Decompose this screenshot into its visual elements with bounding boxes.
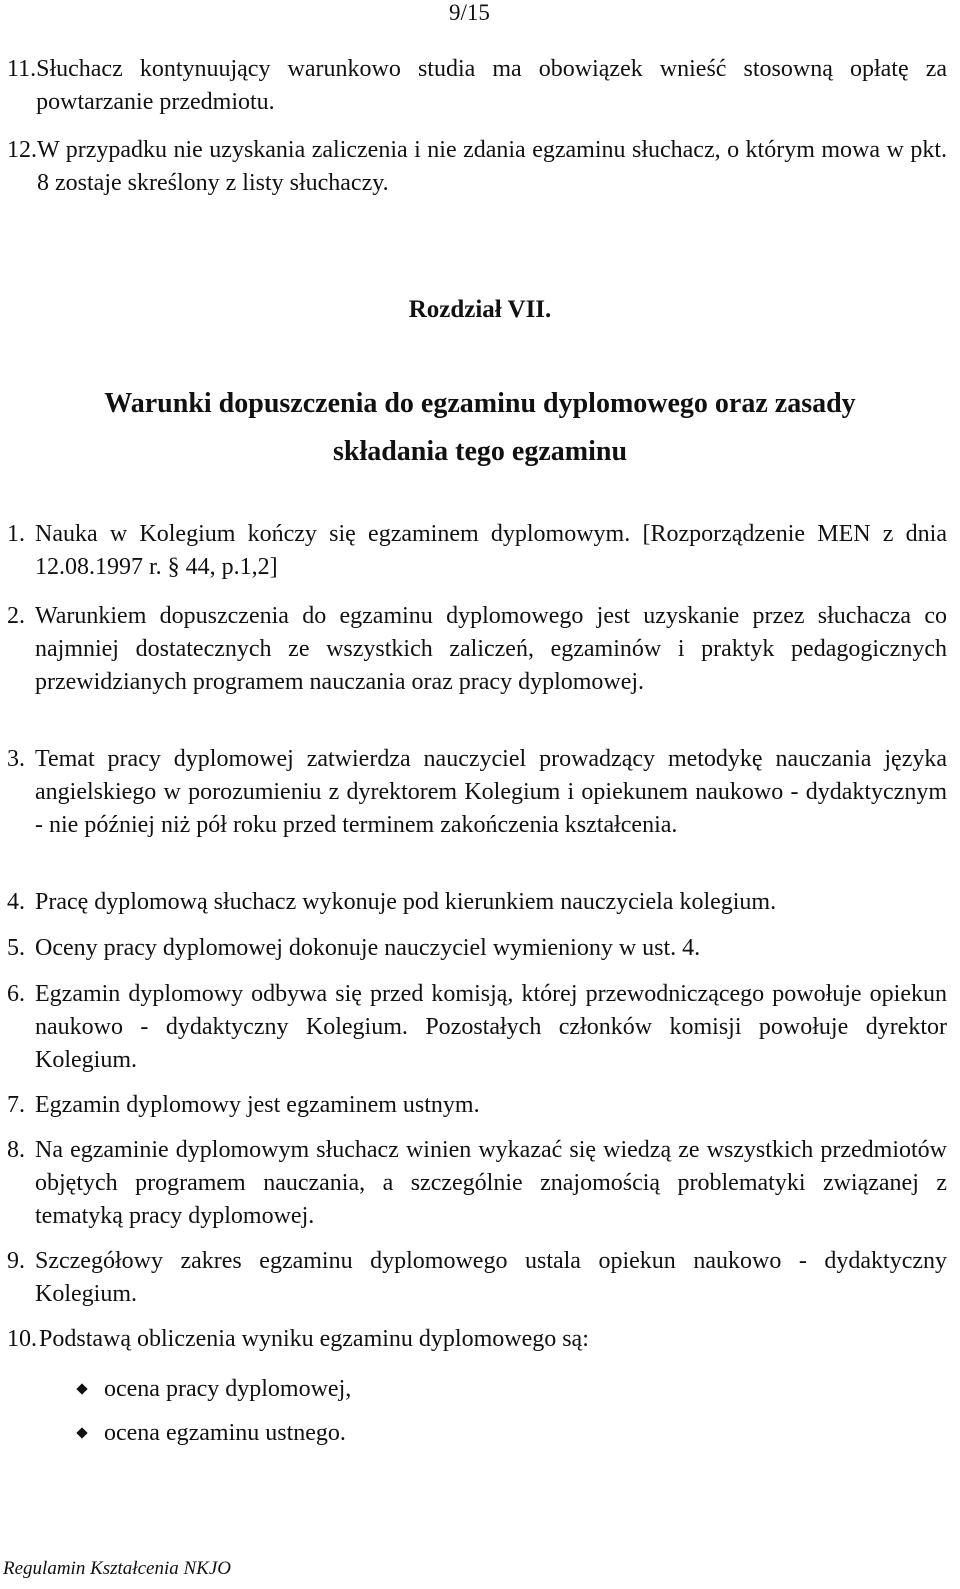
diamond-bullet-icon bbox=[76, 1427, 87, 1438]
footer: Regulamin Kształcenia NKJO bbox=[3, 1558, 231, 1579]
list-item bbox=[7, 1323, 947, 1356]
item-number: 7. bbox=[7, 1092, 25, 1118]
list-item bbox=[7, 518, 947, 584]
list-item bbox=[7, 1089, 947, 1122]
item-text: Słuchacz kontynuujący warunkowo studia ma obowiązek wnieść stosowną opłatę za powtarzanie przedmiotu. bbox=[36, 56, 947, 115]
list-item bbox=[7, 978, 947, 1077]
item-number: 3. bbox=[7, 746, 25, 772]
item-number: 4. bbox=[7, 889, 25, 915]
list-item bbox=[7, 1245, 947, 1311]
list-item bbox=[7, 1134, 947, 1233]
list-item bbox=[7, 600, 947, 699]
item-text: Nauka w Kolegium kończy się egzaminem dyplomowym. [Rozporządzenie MEN z dnia 12.08.1997 r. § 44, p.1,2] bbox=[35, 521, 947, 580]
item-number: 12. bbox=[7, 137, 37, 163]
item-number: 9. bbox=[7, 1248, 25, 1274]
item-text: Oceny pracy dyplomowej dokonuje nauczyciel wymieniony w ust. 4. bbox=[35, 935, 701, 961]
chapter-label: Rozdział VII. bbox=[408, 296, 552, 323]
bullet-text: ocena egzaminu ustnego. bbox=[104, 1419, 346, 1446]
list-item bbox=[7, 53, 947, 119]
item-text: Egzamin dyplomowy jest egzaminem ustnym. bbox=[35, 1092, 480, 1118]
item-text: Temat pracy dyplomowej zatwierdza nauczyciel prowadzący metodykę nauczania języka angielskiego w porozumieniu z dyrektorem Kolegium i opiekunem naukowo - dydaktycznym - nie później niż pół roku przed terminem zakończenia kształcenia. bbox=[35, 746, 947, 838]
list-item bbox=[7, 134, 947, 200]
bullet-item bbox=[78, 1411, 351, 1455]
item-text: Warunkiem dopuszczenia do egzaminu dyplomowego jest uzyskanie przez słuchacza co najmniej dostatecznych ze wszystkich zaliczeń, egzaminów i praktyk pedagogicznych przewidzianych programem nauczania oraz pracy dyplomowej. bbox=[35, 603, 947, 695]
list-item bbox=[7, 932, 947, 965]
chapter-title bbox=[0, 380, 960, 476]
item-text: Podstawą obliczenia wyniku egzaminu dyplomowego są: bbox=[39, 1326, 589, 1352]
diamond-bullet-icon bbox=[76, 1383, 87, 1394]
item-text: Szczegółowy zakres egzaminu dyplomowego ustala opiekun naukowo - dydaktyczny Kolegium. bbox=[35, 1248, 947, 1307]
chapter-title-line-1: Warunki dopuszczenia do egzaminu dyplomowego oraz zasady bbox=[104, 388, 856, 419]
chapter-title-line-2: składania tego egzaminu bbox=[332, 436, 628, 467]
bullet-list bbox=[78, 1367, 351, 1455]
item-number: 10. bbox=[7, 1326, 37, 1352]
list-item bbox=[7, 743, 947, 842]
item-number: 2. bbox=[7, 603, 25, 629]
item-text: Pracę dyplomową słuchacz wykonuje pod kierunkiem nauczyciela kolegium. bbox=[35, 889, 777, 915]
item-number: 1. bbox=[7, 521, 25, 547]
list-item bbox=[7, 886, 947, 919]
bullet-item bbox=[78, 1367, 351, 1411]
page-number: 9/15 bbox=[449, 0, 490, 25]
bullet-text: ocena pracy dyplomowej, bbox=[104, 1375, 352, 1402]
item-text: Egzamin dyplomowy odbywa się przed komisją, której przewodniczącego powołuje opiekun naukowo - dydaktyczny Kolegium. Pozostałych członków komisji powołuje dyrektor Kolegium. bbox=[35, 981, 947, 1073]
item-text: Na egzaminie dyplomowym słuchacz winien wykazać się wiedzą ze wszystkich przedmiotów objętych programem nauczania, a szczególnie znajomością problematyki związanej z tematyką pracy dyplomowej. bbox=[35, 1137, 947, 1229]
item-number: 11. bbox=[7, 56, 37, 82]
item-text: W przypadku nie uzyskania zaliczenia i nie zdania egzaminu słuchacz, o którym mowa w pkt. 8 zostaje skreślony z listy słuchaczy. bbox=[37, 137, 947, 196]
item-number: 6. bbox=[7, 981, 25, 1007]
item-number: 5. bbox=[7, 935, 25, 961]
item-number: 8. bbox=[7, 1137, 25, 1163]
